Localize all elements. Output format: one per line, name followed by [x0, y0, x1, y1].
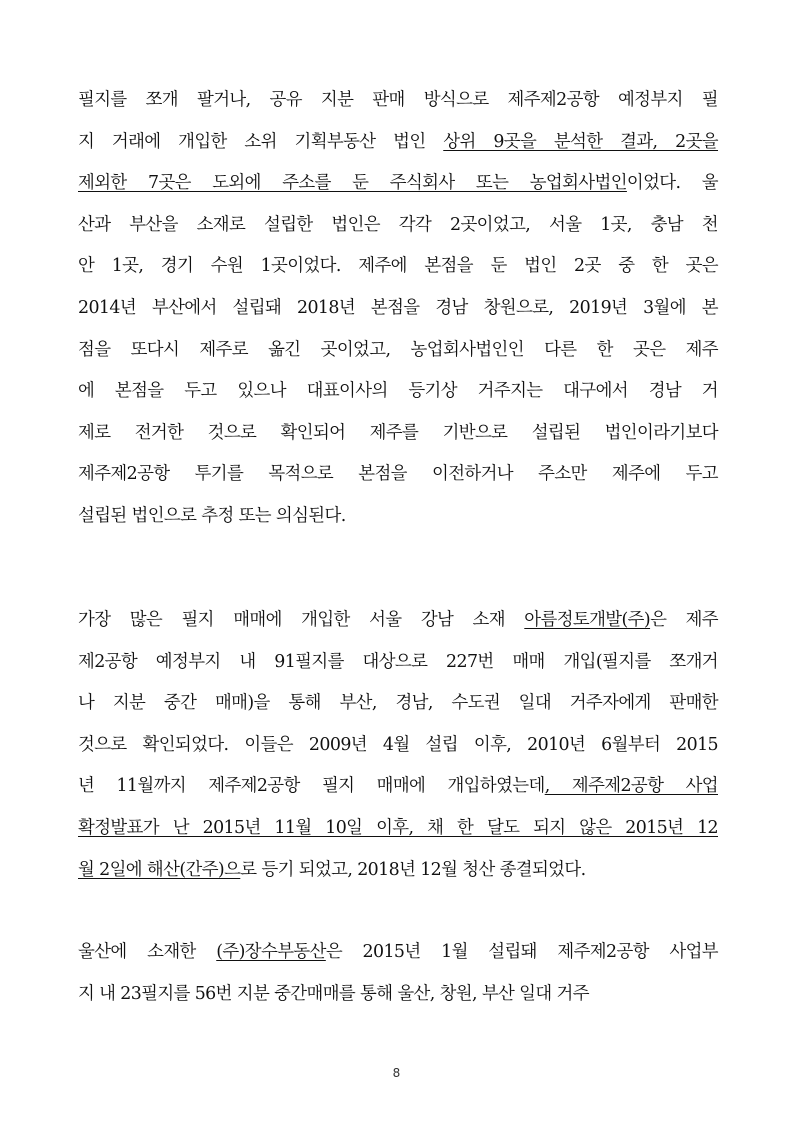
paragraph-2 — [78, 600, 718, 891]
text-line — [78, 850, 718, 892]
text-line — [78, 413, 718, 455]
paragraph-1 — [78, 80, 718, 538]
underlined-text: (주)장수부동산 — [216, 942, 326, 962]
text-segment: 산과 부산을 소재로 설립한 법인은 각각 2곳이었고, 서울 1곳, 충남 천 — [78, 214, 718, 235]
underlined-text: 아름정토개발(주) — [524, 610, 651, 630]
text-segment: 지 내 23필지를 56번 지분 중간매매를 통해 울산, 창원, 부산 일대 거주 — [78, 983, 589, 1004]
text-segment: 울산에 소재한 — [78, 942, 217, 962]
text-segment: 에 본점을 두고 있으나 대표이사의 등기상 거주지는 대구에서 경남 거 — [78, 381, 718, 402]
text-line — [78, 371, 718, 413]
text-segment: 은 제주 — [650, 610, 718, 630]
text-segment: 2014년 부산에서 설립돼 2018년 본점을 경남 창원으로, 2019년 3월에 본 — [78, 297, 718, 318]
text-line — [78, 642, 718, 684]
text-line — [78, 496, 718, 538]
text-segment: 이었다. 울 — [626, 173, 719, 194]
text-line — [78, 122, 718, 164]
text-line — [78, 454, 718, 496]
text-segment: 것으로 확인되었다. 이들은 2009년 4월 설립 이후, 2010년 6월부터 2015 — [78, 734, 718, 755]
underlined-text: 제외한 7곳은 도외에 주소를 둔 주식회사 또는 농업회사법인 — [78, 173, 627, 194]
text-line — [78, 766, 718, 808]
paragraph-3 — [78, 932, 718, 1015]
text-segment: 제주제2공항 투기를 목적으로 본점을 이전하거나 주소만 제주에 두고 — [78, 464, 718, 485]
text-segment: 점을 또다시 제주로 옮긴 곳이었고, 농업회사법인인 다른 한 곳은 제주 — [78, 339, 718, 360]
underlined-text: 월 2일에 해산(간주)으 — [78, 859, 241, 880]
text-segment: 설립된 법인으로 추정 또는 의심된다. — [78, 505, 346, 526]
text-line — [78, 932, 718, 974]
text-segment: 안 1곳, 경기 수원 1곳이었다. 제주에 본점을 둔 법인 2곳 중 한 곳은 — [78, 256, 718, 277]
text-segment: 가장 많은 필지 매매에 개입한 서울 강남 소재 — [78, 610, 525, 630]
text-segment: 지 거래에 개입한 소위 기획부동산 법인 — [78, 131, 444, 152]
text-segment: 년 11월까지 제주제2공항 필지 매매에 개입하였는데 — [78, 776, 545, 797]
text-line — [78, 330, 718, 372]
text-line — [78, 163, 718, 205]
text-segment: 필지를 쪼개 팔거나, 공유 지분 판매 방식으로 제주제2공항 예정부지 필 — [78, 90, 718, 110]
underlined-text: 확정발표가 난 2015년 11월 10일 이후, 채 한 달도 되지 않은 2015년 12 — [78, 817, 718, 838]
text-line — [78, 205, 718, 247]
underlined-text: , 제주제2공항 사업 — [544, 776, 718, 797]
text-segment: 제2공항 예정부지 내 91필지를 대상으로 227번 매매 개입(필지를 쪼개거 — [78, 651, 718, 672]
text-line — [78, 808, 718, 850]
text-line — [78, 683, 718, 725]
text-segment: 로 등기 되었고, 2018년 12월 청산 종결되었다. — [240, 859, 586, 880]
text-line — [78, 80, 718, 122]
text-segment: 제로 전거한 것으로 확인되어 제주를 기반으로 설립된 법인이라기보다 — [78, 422, 718, 443]
text-line — [78, 974, 718, 1016]
page-number: 8 — [392, 1066, 401, 1080]
text-segment: 은 2015년 1월 설립돼 제주제2공항 사업부 — [325, 942, 718, 962]
text-line — [78, 288, 718, 330]
text-segment: 나 지분 중간 매매)을 통해 부산, 경남, 수도권 일대 거주자에게 판매한 — [78, 693, 718, 714]
text-line — [78, 246, 718, 288]
text-line — [78, 725, 718, 767]
underlined-text: 상위 9곳을 분석한 결과, 2곳을 — [443, 131, 719, 152]
text-line — [78, 600, 718, 642]
